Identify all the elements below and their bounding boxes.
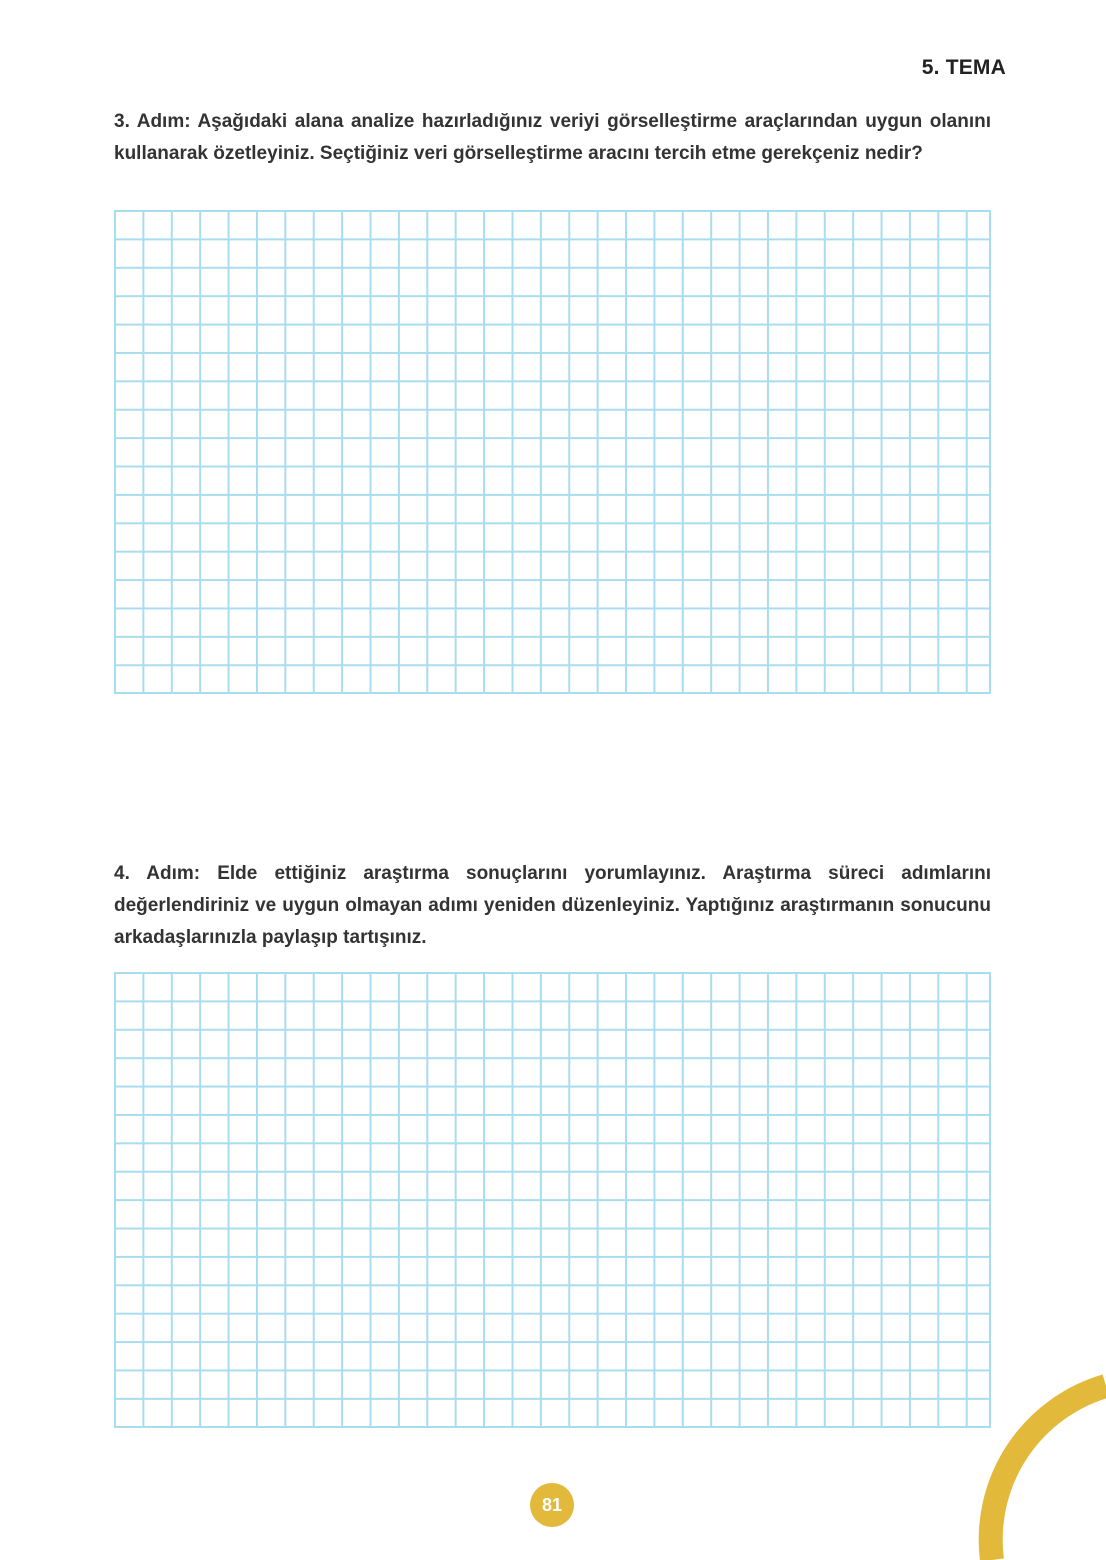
answer-grid-step-4[interactable] bbox=[114, 972, 991, 1428]
decorative-arc bbox=[978, 1372, 1106, 1560]
page-number-badge: 81 bbox=[530, 1483, 574, 1527]
step-4-instruction: 4. Adım: Elde ettiğiniz araştırma sonuçlarını yorumlayınız. Araştırma süreci adımlarını değerlendiriniz ve uygun olmayan adımı yeniden düzenleyiniz. Yaptığınız araştırmanın sonucunu arkadaşlarınızla paylaşıp tartışınız. bbox=[114, 863, 991, 948]
theme-label: 5. TEMA bbox=[921, 56, 1006, 79]
answer-grid-step-3[interactable] bbox=[114, 210, 991, 694]
step-3-instruction: 3. Adım: Aşağıdaki alana analize hazırladığınız veriyi görselleştirme araçlarından uygun olanını kullanarak özetleyiniz. Seçtiğiniz veri görselleştirme aracını tercih etme gerekçeniz nedir? bbox=[114, 111, 991, 164]
